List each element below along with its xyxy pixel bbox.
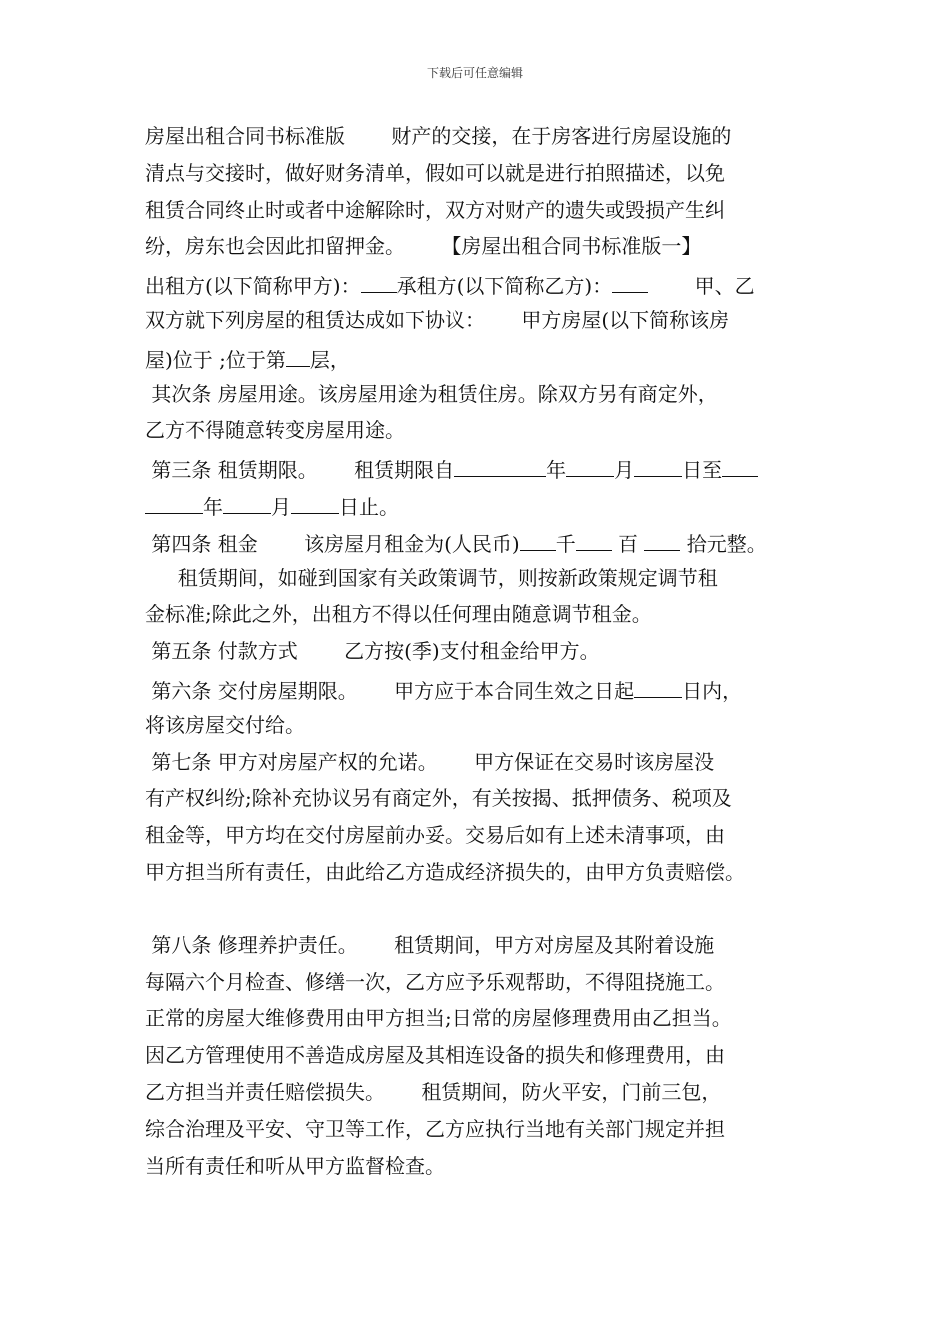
text-line: 年 月 日止。: [145, 486, 825, 523]
text-line: 其次条 房屋用途。该房屋用途为租赁住房。除双方另有商定外，: [145, 381, 718, 406]
blank-field: [566, 449, 614, 477]
text-line: 双方就下列房屋的租赁达成如下协议： 甲方房屋(以下简称该房: [145, 307, 730, 332]
text-line: 甲方担当所有责任，由此给乙方造成经济损失的，由甲方负责赔偿。: [145, 859, 745, 884]
blank-field: [612, 265, 648, 293]
text-line: 正常的房屋大维修费用由甲方担当;日常的房屋修理费用由乙担当。: [145, 1006, 732, 1031]
text-line: 第四条 租金 该房屋月租金为(人民币) 千 百 拾元整。: [145, 523, 825, 560]
text-line: 第七条 甲方对房屋产权的允诺。 甲方保证在交易时该房屋没: [145, 749, 715, 774]
blank-field: [223, 486, 271, 514]
text-line: 乙方担当并责任赔偿损失。 租赁期间，防火平安，门前三包，: [145, 1079, 722, 1104]
text-line: 纷，房东也会因此扣留押金。 【房屋出租合同书标准版一】: [145, 234, 702, 259]
paragraph-gap: [145, 891, 825, 927]
text-line: 综合治理及平安、守卫等工作，乙方应执行当地有关部门规定并担: [145, 1116, 725, 1141]
text-line: 乙方不得随意转变房屋用途。: [145, 418, 405, 443]
text-line: 房屋出租合同书标准版 财产的交接，在于房客进行房屋设施的: [145, 124, 732, 148]
text-line: 第五条 付款方式 乙方按(季)支付租金给甲方。: [145, 639, 600, 664]
blank-field: [644, 523, 680, 551]
blank-field: [286, 339, 310, 367]
blank-field: [722, 449, 758, 477]
blank-field: [145, 486, 203, 514]
text-line: 租赁合同终止时或者中途解除时，双方对财产的遗失或毁损产生纠: [145, 197, 725, 222]
blank-field: [576, 523, 612, 551]
text-line: 租赁期间，如碰到国家有关政策调节，则按新政策规定调节租: [145, 565, 718, 590]
text-line: 屋)位于 ;位于第 层，: [145, 339, 825, 376]
page-header: 下载后可任意编辑: [426, 66, 523, 80]
text-line: 有产权纠纷;除补充协议另有商定外，有关按揭、抵押债务、税项及: [145, 786, 732, 811]
text-line: 将该房屋交付给。: [145, 712, 305, 737]
text-line: 租金等，甲方均在交付房屋前办妥。交易后如有上述未清事项，由: [145, 823, 725, 848]
text-line: 金标准;除此之外，出租方不得以任何理由随意调节租金。: [145, 602, 652, 627]
text-line: 清点与交接时，做好财务清单，假如可以就是进行拍照描述，以免: [145, 160, 725, 185]
blank-field: [361, 265, 397, 293]
text-line: 第八条 修理养护责任。 租赁期间，甲方对房屋及其附着设施: [145, 932, 715, 957]
blank-field: [454, 449, 546, 477]
text-line: 第六条 交付房屋期限。 甲方应于本合同生效之日起 日内，: [145, 670, 825, 707]
text-line: 出租方(以下简称甲方)： 承租方(以下简称乙方)： 甲、乙: [145, 265, 825, 302]
text-line: 第三条 租赁期限。 租赁期限自 年 月 日至: [145, 449, 825, 486]
blank-field: [291, 486, 339, 514]
document-body: [145, 118, 825, 1184]
blank-field: [634, 670, 682, 698]
blank-field: [520, 523, 556, 551]
text-line: 每隔六个月检查、修缮一次，乙方应予乐观帮助，不得阻挠施工。: [145, 969, 725, 994]
text-line: 当所有责任和听从甲方监督检查。: [145, 1153, 445, 1178]
blank-field: [634, 449, 682, 477]
text-line: 因乙方管理使用不善造成房屋及其相连设备的损失和修理费用，由: [145, 1043, 725, 1068]
